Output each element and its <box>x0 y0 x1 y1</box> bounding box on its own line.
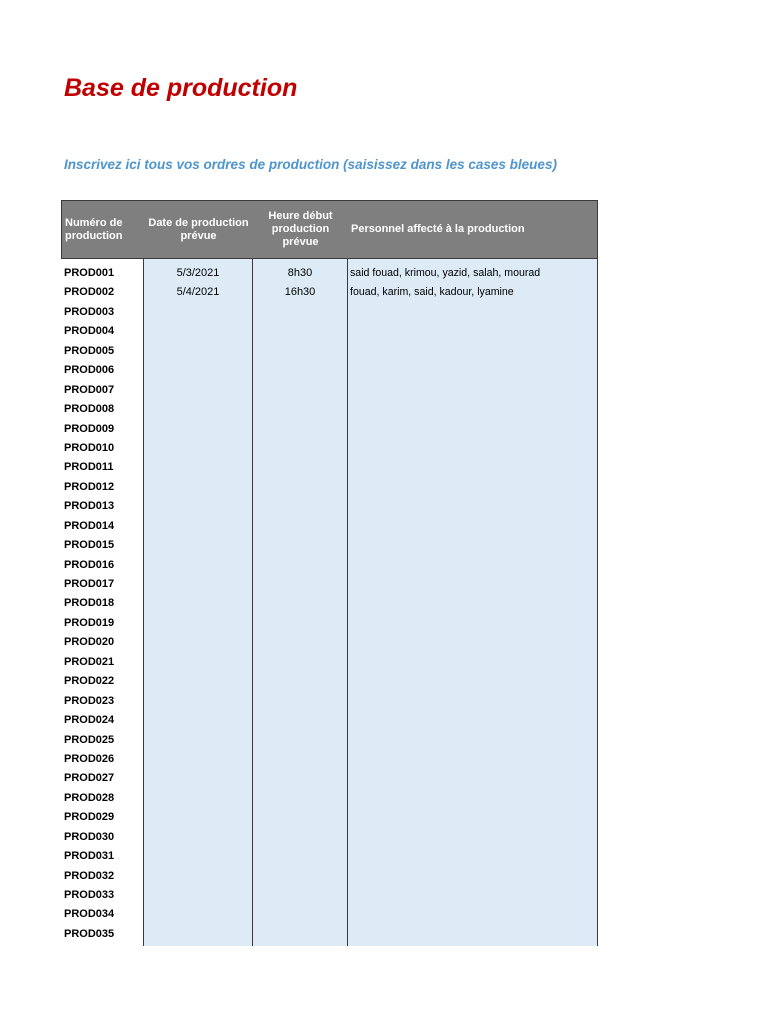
cell-numero: PROD009 <box>64 422 115 435</box>
cell-date[interactable] <box>144 614 252 633</box>
cell-date[interactable] <box>144 711 252 730</box>
cell-heure[interactable] <box>253 439 347 458</box>
cell-heure[interactable] <box>253 886 347 905</box>
cell-heure[interactable] <box>253 692 347 711</box>
cell-personnel[interactable] <box>348 439 597 458</box>
cell-personnel[interactable]: said fouad, krimou, yazid, salah, mourad <box>350 267 541 279</box>
cell-personnel[interactable] <box>348 847 597 866</box>
cell-date[interactable] <box>144 808 252 827</box>
cell-heure[interactable] <box>253 536 347 555</box>
cell-numero: PROD035 <box>64 927 115 940</box>
cell-numero: PROD004 <box>64 325 115 338</box>
cell-date[interactable] <box>144 905 252 924</box>
cell-date[interactable] <box>144 633 252 652</box>
cell-heure[interactable] <box>253 769 347 788</box>
cell-heure[interactable] <box>253 614 347 633</box>
cell-numero: PROD001 <box>64 267 115 279</box>
cell-numero: PROD007 <box>64 383 115 396</box>
cell-personnel[interactable] <box>348 342 597 361</box>
cell-date[interactable] <box>144 789 252 808</box>
cell-numero: PROD034 <box>64 908 115 921</box>
cell-numero: PROD032 <box>64 869 115 882</box>
cell-numero: PROD033 <box>64 889 115 901</box>
cell-date[interactable] <box>144 750 252 769</box>
cell-date[interactable] <box>144 556 252 575</box>
cell-personnel[interactable] <box>348 828 597 847</box>
cell-personnel[interactable] <box>348 497 597 516</box>
cell-personnel[interactable] <box>348 867 597 886</box>
cell-heure[interactable] <box>253 556 347 575</box>
cell-personnel[interactable] <box>348 653 597 672</box>
cell-personnel[interactable] <box>348 711 597 730</box>
cell-heure[interactable] <box>253 925 347 944</box>
cell-heure[interactable] <box>253 672 347 691</box>
cell-heure[interactable] <box>253 653 347 672</box>
cell-date[interactable] <box>144 731 252 750</box>
cell-personnel[interactable] <box>348 594 597 613</box>
cell-heure[interactable] <box>253 517 347 536</box>
cell-numero: PROD015 <box>64 539 115 552</box>
cell-numero: PROD030 <box>64 830 115 843</box>
cell-heure[interactable]: 8h30 <box>287 267 313 279</box>
cell-heure[interactable] <box>253 847 347 866</box>
cell-numero: PROD021 <box>64 655 115 668</box>
cell-date[interactable] <box>144 400 252 419</box>
cell-heure[interactable] <box>253 303 347 322</box>
cell-personnel[interactable] <box>348 420 597 439</box>
cell-heure[interactable] <box>253 381 347 400</box>
cell-personnel[interactable] <box>348 886 597 905</box>
cell-heure[interactable] <box>253 322 347 341</box>
cell-personnel[interactable] <box>348 322 597 341</box>
cell-date[interactable] <box>144 886 252 905</box>
cell-heure[interactable] <box>253 478 347 497</box>
cell-numero: PROD027 <box>64 772 115 785</box>
cell-date[interactable] <box>144 517 252 536</box>
cell-heure[interactable] <box>253 731 347 750</box>
cell-date[interactable] <box>144 458 252 477</box>
column-heure <box>252 259 347 946</box>
cell-personnel[interactable] <box>348 458 597 477</box>
cell-personnel[interactable] <box>348 925 597 944</box>
table-body <box>61 258 598 946</box>
cell-heure[interactable] <box>253 497 347 516</box>
cell-numero: PROD029 <box>64 811 115 824</box>
cell-personnel[interactable] <box>348 808 597 827</box>
cell-personnel[interactable] <box>348 575 597 594</box>
cell-heure[interactable] <box>253 828 347 847</box>
cell-numero: PROD028 <box>64 791 115 804</box>
cell-numero: PROD016 <box>64 558 115 571</box>
cell-heure[interactable] <box>253 750 347 769</box>
cell-heure[interactable] <box>253 420 347 439</box>
cell-personnel[interactable] <box>348 517 597 536</box>
cell-date[interactable] <box>144 828 252 847</box>
cell-heure[interactable]: 16h30 <box>284 286 316 299</box>
page-instructions: Inscrivez ici tous vos ordres de production (saisissez dans les cases bleues) <box>64 157 557 172</box>
cell-date[interactable] <box>144 361 252 380</box>
cell-numero: PROD022 <box>64 675 115 688</box>
cell-personnel[interactable] <box>348 361 597 380</box>
cell-heure[interactable] <box>253 905 347 924</box>
cell-heure[interactable] <box>253 867 347 886</box>
header-numero: Numéro de production <box>65 216 123 242</box>
page-title: Base de production <box>64 74 298 102</box>
cell-heure[interactable] <box>253 711 347 730</box>
cell-numero: PROD005 <box>64 344 115 357</box>
cell-heure[interactable] <box>253 633 347 652</box>
cell-date[interactable] <box>144 420 252 439</box>
cell-personnel[interactable] <box>348 303 597 322</box>
cell-heure[interactable] <box>253 808 347 827</box>
cell-personnel[interactable] <box>348 789 597 808</box>
cell-personnel[interactable] <box>348 731 597 750</box>
cell-numero: PROD008 <box>64 403 115 416</box>
cell-numero: PROD019 <box>64 616 115 629</box>
table-header <box>61 200 598 258</box>
cell-date[interactable] <box>144 692 252 711</box>
cell-date[interactable] <box>144 672 252 691</box>
cell-numero: PROD014 <box>64 519 115 532</box>
cell-date[interactable] <box>144 342 252 361</box>
cell-heure[interactable] <box>253 458 347 477</box>
cell-numero: PROD011 <box>64 461 114 474</box>
cell-personnel[interactable] <box>348 692 597 711</box>
cell-numero: PROD017 <box>64 578 115 590</box>
cell-personnel[interactable] <box>348 400 597 419</box>
header-heure: Heure début production prévue <box>268 210 333 248</box>
column-date <box>143 259 252 946</box>
cell-numero: PROD002 <box>64 286 115 299</box>
cell-numero: PROD023 <box>64 694 115 707</box>
cell-numero: PROD003 <box>64 305 115 318</box>
cell-numero: PROD031 <box>64 850 115 863</box>
cell-date[interactable] <box>144 769 252 788</box>
cell-date[interactable] <box>144 594 252 613</box>
production-table <box>61 200 598 946</box>
cell-heure[interactable] <box>253 789 347 808</box>
cell-personnel[interactable] <box>348 750 597 769</box>
column-personnel <box>347 259 598 946</box>
cell-date[interactable] <box>144 536 252 555</box>
cell-personnel[interactable] <box>348 614 597 633</box>
cell-date[interactable] <box>144 653 252 672</box>
header-personnel: Personnel affecté à la production <box>351 223 525 235</box>
cell-date[interactable] <box>144 381 252 400</box>
cell-numero: PROD026 <box>64 752 115 765</box>
cell-personnel[interactable] <box>348 672 597 691</box>
cell-personnel[interactable] <box>348 381 597 400</box>
cell-heure[interactable] <box>253 594 347 613</box>
cell-date[interactable] <box>144 575 252 594</box>
cell-numero: PROD006 <box>64 364 115 377</box>
cell-personnel[interactable] <box>348 769 597 788</box>
cell-numero: PROD013 <box>64 500 115 513</box>
cell-heure[interactable] <box>253 342 347 361</box>
cell-date[interactable] <box>144 925 252 944</box>
header-date: Date de production prévue <box>148 216 249 242</box>
cell-personnel[interactable] <box>348 478 597 497</box>
cell-date[interactable] <box>144 303 252 322</box>
cell-date[interactable] <box>144 478 252 497</box>
column-numero <box>61 259 143 946</box>
cell-personnel[interactable] <box>348 633 597 652</box>
cell-personnel[interactable] <box>348 556 597 575</box>
cell-date[interactable] <box>144 867 252 886</box>
cell-numero: PROD010 <box>64 441 115 454</box>
cell-numero: PROD020 <box>64 636 115 649</box>
cell-date[interactable] <box>144 322 252 341</box>
cell-numero: PROD024 <box>64 714 115 727</box>
cell-date[interactable] <box>144 439 252 458</box>
cell-date[interactable] <box>144 497 252 516</box>
cell-heure[interactable] <box>253 575 347 594</box>
cell-personnel[interactable] <box>348 905 597 924</box>
cell-numero: PROD018 <box>64 597 115 610</box>
cell-date[interactable] <box>144 847 252 866</box>
cell-date[interactable]: 5/3/2021 <box>176 267 220 279</box>
cell-personnel[interactable]: fouad, karim, said, kadour, lyamine <box>350 286 514 299</box>
cell-personnel[interactable] <box>348 536 597 555</box>
cell-date[interactable]: 5/4/2021 <box>176 286 220 299</box>
cell-heure[interactable] <box>253 361 347 380</box>
cell-numero: PROD025 <box>64 733 115 746</box>
cell-heure[interactable] <box>253 400 347 419</box>
cell-numero: PROD012 <box>64 480 115 493</box>
